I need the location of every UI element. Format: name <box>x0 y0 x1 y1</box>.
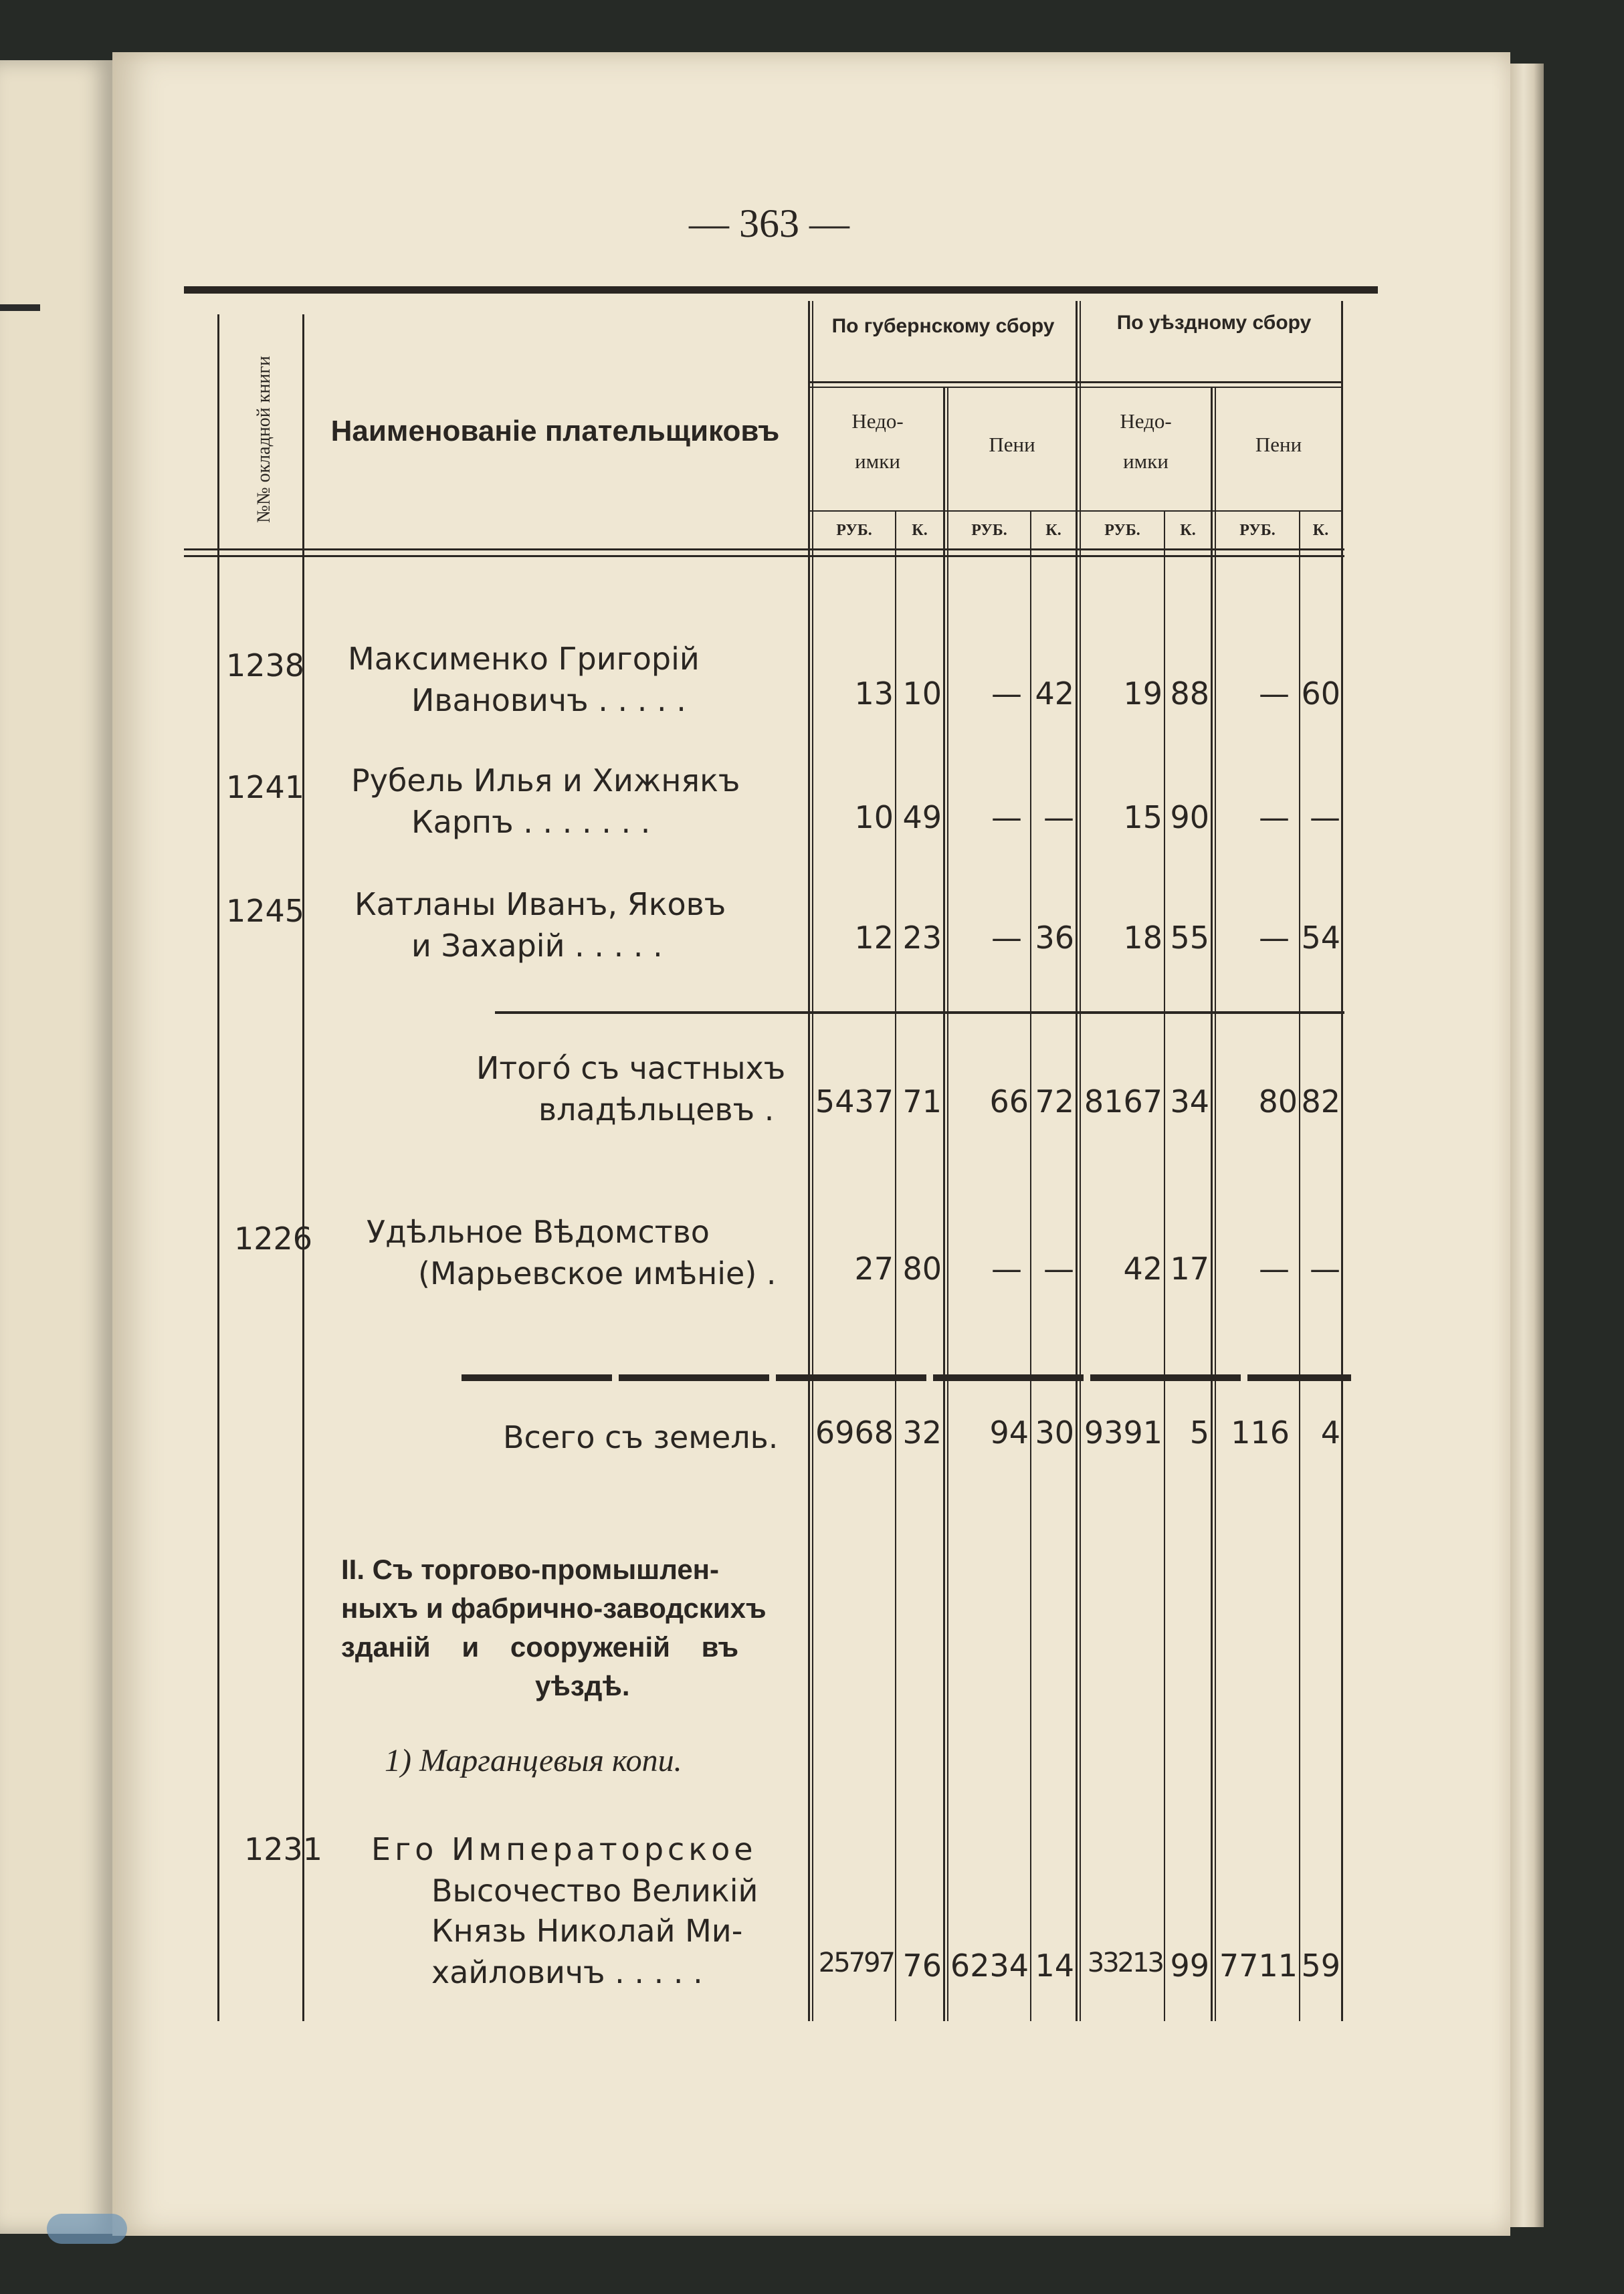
payer-name-line: хайловичъ . . . . . <box>431 1954 703 1990</box>
account-number: 1231 <box>244 1831 323 1867</box>
payer-name-line: Максименко Григорій <box>348 641 700 677</box>
uezd-peni-rub: 80 <box>1258 1083 1298 1120</box>
gub-ned-k: 76 <box>902 1948 942 1984</box>
uezd-peni-header: Пени <box>1255 433 1302 456</box>
gub-ned-rub: 12 <box>854 920 894 956</box>
payer-name-line: Карпъ . . . . . . . <box>411 804 651 840</box>
payer-name-line: (Марьевское имѣніе) . <box>418 1255 777 1291</box>
book-page <box>112 52 1510 2236</box>
gub-ned-rub: 25797 <box>818 1948 894 1978</box>
subtotal-label-line: владѣльцевъ . <box>538 1091 775 1128</box>
gub-peni-k: 14 <box>1035 1948 1074 1984</box>
section-heading-line: ныхъ и фабрично-заводскихъ <box>341 1592 767 1624</box>
vline-uezd-2 <box>1080 301 1081 2021</box>
gub-ned-rub: 10 <box>854 799 894 835</box>
section-heading <box>341 1550 809 1705</box>
payer-name-line: Катланы Иванъ, Яковъ <box>354 886 726 922</box>
gub-ned-k: 71 <box>902 1083 942 1120</box>
payer-name-line: Его Императорское <box>371 1831 757 1867</box>
uezd-peni-k: 4 <box>1320 1415 1340 1451</box>
uezd-peni-k: 60 <box>1301 675 1340 712</box>
uezd-ned-k: 5 <box>1189 1415 1209 1451</box>
uezd-nedoimki-header: Недо- имки <box>1120 409 1172 473</box>
payer-name-line: Князь Николай Ми- <box>431 1913 743 1949</box>
gub-ned-rub: 27 <box>854 1251 894 1287</box>
gub-ned-k: 49 <box>902 799 942 835</box>
uezd-ned-k: 88 <box>1170 675 1209 712</box>
gub-peni-rub: 6234 <box>950 1948 1029 1984</box>
account-number: 1238 <box>226 647 305 684</box>
uezd-ned-k: 90 <box>1170 799 1209 835</box>
subtotal-rule <box>495 1011 1344 1014</box>
uezd-ned-rub: 15 <box>1123 799 1162 835</box>
gub-ned-k: 10 <box>902 675 942 712</box>
header-rule-1 <box>184 548 1344 550</box>
uezd-ned-rub: 19 <box>1123 675 1162 712</box>
col-account-header: №№ окладной книги <box>253 356 274 523</box>
gub-ned-k: 23 <box>902 920 942 956</box>
gub-peni-k: 36 <box>1035 920 1074 956</box>
unit-k: К. <box>1180 522 1196 539</box>
group-gub-header: По губернскому сбору <box>831 315 1055 337</box>
uezd-ned-k: 34 <box>1170 1083 1209 1120</box>
gub-peni-rub: — <box>991 675 1022 712</box>
uezd-peni-rub: — <box>1259 920 1290 956</box>
vline-account <box>302 314 304 2021</box>
section-heading-line: II. Съ торгово-промышлен- <box>341 1554 720 1585</box>
left-page-rule <box>0 304 40 311</box>
vline-uezd-peni-2 <box>1215 388 1216 2021</box>
gub-ned-rub: 5437 <box>815 1083 894 1120</box>
section-heading-line: уѣздѣ. <box>535 1670 630 1701</box>
account-number: 1241 <box>226 769 305 805</box>
payer-name-line: Высочество Великій <box>431 1873 758 1909</box>
gub-peni-k: — <box>1043 1251 1074 1287</box>
gub-peni-k: 30 <box>1035 1415 1074 1451</box>
unit-rub: РУБ. <box>836 522 872 539</box>
uezd-peni-rub: 7711 <box>1219 1948 1298 1984</box>
header-rule-2 <box>184 555 1344 557</box>
gub-nedoimki-header: Недо- имки <box>851 409 904 473</box>
uezd-peni-rub: — <box>1259 675 1290 712</box>
gub-ned-k: 80 <box>902 1251 942 1287</box>
page-edge <box>1510 64 1544 2227</box>
group-uezd-header: По уѣздному сбору <box>1116 312 1312 334</box>
uezd-ned-k: 99 <box>1170 1948 1209 1984</box>
vline-uezd-peni <box>1211 388 1213 2021</box>
vline-uezd <box>1076 301 1078 2021</box>
account-number: 1245 <box>226 893 305 929</box>
payer-name-line: Удѣльное Вѣдомство <box>367 1214 710 1250</box>
gub-ned-rub: 13 <box>854 675 894 712</box>
payer-name-line: и Захарій . . . . . <box>411 928 663 964</box>
uezd-peni-rub: — <box>1259 1251 1290 1287</box>
uezd-peni-rub: — <box>1259 799 1290 835</box>
section-subheading: 1) Марганцевыя копи. <box>385 1743 682 1778</box>
uezd-peni-k: — <box>1310 1251 1340 1287</box>
uezd-ned-rub: 18 <box>1123 920 1162 956</box>
gub-ned-k: 32 <box>902 1415 942 1451</box>
uezd-peni-k: 59 <box>1301 1948 1340 1984</box>
vline-right <box>1341 301 1343 2021</box>
uezd-ned-rub: 42 <box>1123 1251 1162 1287</box>
uezd-ned-k: 17 <box>1170 1251 1209 1287</box>
vline-left <box>217 314 219 2021</box>
gub-peni-header: Пени <box>989 433 1035 456</box>
vline-name <box>808 301 810 2021</box>
unit-k: К. <box>912 522 928 539</box>
gub-peni-rub: — <box>991 920 1022 956</box>
gub-peni-rub: 66 <box>989 1083 1029 1120</box>
uezd-ned-k: 55 <box>1170 920 1209 956</box>
gub-peni-k: 72 <box>1035 1083 1074 1120</box>
uezd-peni-k: 54 <box>1301 920 1340 956</box>
unit-rub: РУБ. <box>1239 522 1276 539</box>
col-name-header: Наименованіе плательщиковъ <box>330 415 780 447</box>
uezd-ned-rub: 33213 <box>1087 1948 1162 1978</box>
left-page <box>0 60 112 2234</box>
gub-peni-k: — <box>1043 799 1074 835</box>
payer-name-line: Рубель Илья и Хижнякъ <box>351 762 740 799</box>
uezd-ned-rub: 8167 <box>1084 1083 1162 1120</box>
unit-rub: РУБ. <box>1104 522 1140 539</box>
vline-name-2 <box>812 301 813 2021</box>
subtotal-label-line: Итогó съ частныхъ <box>476 1050 786 1086</box>
payer-name-line: Ивановичъ . . . . . <box>411 682 686 718</box>
vline-gub-peni <box>943 388 945 2021</box>
uezd-peni-k: — <box>1310 799 1340 835</box>
unit-k: К. <box>1312 522 1329 539</box>
account-number: 1226 <box>234 1221 313 1257</box>
page-number: — 363 — <box>689 201 849 245</box>
edge-stain <box>47 2214 127 2244</box>
gub-peni-k: 42 <box>1035 675 1074 712</box>
total-rule <box>462 1374 1351 1381</box>
uezd-peni-rub: 116 <box>1231 1415 1290 1451</box>
top-rule <box>184 286 1378 294</box>
gub-peni-rub: — <box>991 799 1022 835</box>
gub-peni-rub: 94 <box>989 1415 1029 1451</box>
gub-peni-rub: — <box>991 1251 1022 1287</box>
uezd-peni-k: 82 <box>1301 1083 1340 1120</box>
unit-rub: РУБ. <box>971 522 1007 539</box>
vline-gub-peni-2 <box>947 388 948 2021</box>
unit-k: К. <box>1045 522 1061 539</box>
uezd-ned-rub: 9391 <box>1084 1415 1162 1451</box>
total-label: Всего съ земель. <box>503 1419 779 1455</box>
section-heading-line: зданій и сооруженій въ <box>341 1631 739 1663</box>
gub-ned-rub: 6968 <box>815 1415 894 1451</box>
